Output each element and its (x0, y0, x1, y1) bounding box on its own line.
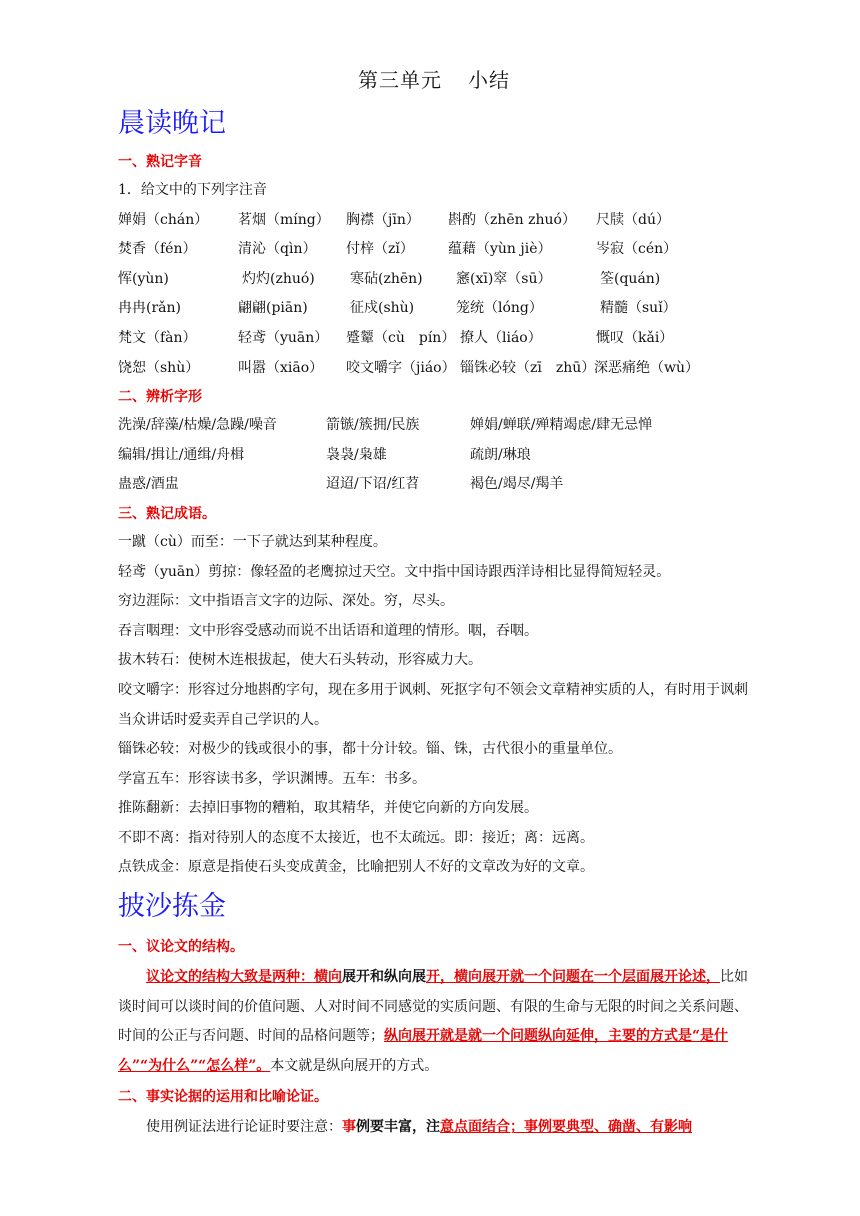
pron-item: 付梓（zǐ） (346, 241, 414, 258)
idiom-list (118, 528, 750, 883)
document-page (118, 64, 750, 1143)
forms-row (118, 441, 750, 471)
pron-item: 婵娟（chán） (118, 211, 209, 228)
pron-item: 精髓（suǐ） (600, 300, 677, 317)
pron-item: 蕴藉（yùn jiè） (448, 241, 552, 258)
pron-item: 斟酌（zhēn zhuó） (448, 211, 576, 228)
forms-item: 蛊惑/酒盅 (118, 476, 179, 493)
pron-item: 梵文（fàn） (118, 329, 197, 346)
argument-structure-paragraph (118, 963, 750, 1081)
bold-text: 例要丰富，注 (356, 1119, 440, 1136)
pron-item: 灼灼(zhuó) (242, 270, 315, 287)
pronunciation-row (118, 235, 750, 265)
pron-item: 岑寂（cén） (596, 241, 678, 258)
body-text: 比如谈时间可以谈时间的价值问题、人对时间不同感觉的实质问题、有限的生命与无限的时间之关系问题、时间的公正与否问题、时间的品格问题等； (118, 969, 748, 1045)
pron-item: 翩翩(piān) (238, 300, 308, 317)
pron-item: 慨叹（kǎi） (596, 329, 674, 346)
body-text: 本文就是纵向展开的方式。 (270, 1057, 439, 1074)
title-unit: 第三单元 (358, 68, 442, 92)
pronunciation-row (118, 206, 750, 236)
pron-item: 窸(xī)窣（sū） (456, 270, 552, 287)
pronunciation-intro: 1．给文中的下列字注音 (118, 182, 267, 198)
subheading-pronunciation: 一、熟记字音 (118, 154, 202, 170)
pron-item: 冉冉(rǎn) (118, 300, 181, 317)
pron-item: 恽(yùn) (118, 270, 169, 287)
pron-item: 咬文嚼字（jiáo） (346, 359, 456, 376)
body-text: 使用例证法进行论证时要注意： (146, 1119, 342, 1136)
idiom-item: 一蹴（cù）而至：一下子就达到某种程度。 (118, 533, 387, 550)
section-heading-morning-reading: 晨读晚记 (118, 108, 226, 139)
fact-evidence-paragraph (118, 1113, 750, 1143)
pron-item: 蹙颦（cù pín） (346, 329, 456, 346)
highlight-text: 事 (342, 1119, 356, 1136)
pronunciation-table (118, 206, 750, 384)
forms-item: 箭镞/簇拥/民族 (326, 417, 420, 434)
subheading-fact-evidence: 二、事实论据的运用和比喻论证。 (118, 1089, 328, 1106)
pron-item: 轻鸢（yuān） (238, 329, 329, 346)
pron-item: 撩人（liáo） (460, 329, 542, 346)
subheading-idioms: 三、熟记成语。 (118, 505, 216, 522)
forms-item: 洗澡/辞藻/枯燥/急躁/噪音 (118, 417, 277, 434)
idiom-item: 穷边涯际：文中指语言文字的边际、深处。穷，尽头。 (118, 593, 454, 610)
pronunciation-row (118, 265, 750, 295)
forms-item: 袅袅/枭雄 (326, 446, 387, 463)
page-title (118, 64, 750, 96)
pron-item: 胸襟（jīn） (346, 211, 420, 228)
pron-item: 征戍(shù) (350, 300, 415, 317)
pron-item: 清沁（qìn） (238, 241, 317, 258)
idiom-item: 咬文嚼字：形容过分地斟酌字句，现在多用于讽刺、死抠字句不领会文章精神实质的人，有时用于讽刺当众讲话时爱卖弄自己学识的人。 (118, 681, 748, 728)
idiom-item: 轻鸢（yuān）剪掠：像轻盈的老鹰掠过天空。文中指中国诗跟西洋诗相比显得简短轻灵。 (118, 563, 671, 580)
forms-row (118, 470, 750, 500)
pron-item: 焚香（fén） (118, 241, 197, 258)
highlight-text: 议论文的结构大致是两种：横向 (146, 969, 342, 986)
forms-row (118, 411, 750, 441)
pron-item: 叫嚣（xiāo） (238, 359, 324, 376)
forms-item: 婵娟/蝉联/殚精竭虑/肆无忌惮 (470, 417, 653, 434)
bold-text: 展开和纵向展 (342, 969, 426, 986)
pronunciation-row (118, 294, 750, 324)
idiom-item: 锱铢必较：对极少的钱或很小的事，都十分计较。锱、铢，古代很小的重量单位。 (118, 741, 622, 758)
highlight-text: 纵向展开就是就一个问题纵向延伸，主要的方式是“是什么”“为什么”“怎么样”。 (118, 1028, 729, 1074)
idiom-item: 不即不离：指对待别人的态度不太接近，也不太疏远。即：接近；离：远离。 (118, 829, 594, 846)
idiom-item: 拔木转石：使树木连根拔起，使大石头转动，形容威力大。 (118, 652, 482, 669)
subheading-argument-structure: 一、议论文的结构。 (118, 939, 244, 956)
forms-item: 编辑/揖让/通缉/舟楫 (118, 446, 245, 463)
pron-item: 锱铢必较（zī zhū） (460, 359, 596, 376)
forms-item: 疏朗/琳琅 (470, 446, 531, 463)
idiom-item: 推陈翻新：去掉旧事物的糟粕，取其精华，并使它向新的方向发展。 (118, 800, 538, 817)
pron-item: 笼统（lóng） (456, 300, 543, 317)
idiom-item: 学富五车：形容读书多，学识渊博。五车：书多。 (118, 770, 426, 787)
subheading-character-forms: 二、辨析字形 (118, 389, 202, 406)
forms-item: 褐色/竭尽/羯羊 (470, 476, 564, 493)
pronunciation-row (118, 324, 750, 354)
pron-item: 茗烟（míng） (238, 211, 330, 228)
idiom-item: 点铁成金：原意是指使石头变成黄金，比喻把别人不好的文章改为好的文章。 (118, 859, 594, 876)
title-summary: 小结 (468, 68, 510, 92)
pronunciation-row (118, 354, 750, 384)
character-forms-table (118, 411, 750, 500)
pron-item: 尺牍（dú） (596, 211, 670, 228)
section-heading-panning-gold: 披沙拣金 (118, 891, 226, 923)
highlight-text: 开，横向展开就一个问题在一个层面展开论述， (426, 969, 720, 986)
pron-item: 饶恕（shù） (118, 359, 200, 376)
pron-item: 筌(quán) (600, 270, 661, 287)
forms-item: 迢迢/下诏/红苕 (326, 476, 420, 493)
highlight-text: 意点面结合；事例要典型、确凿、有影响 (440, 1119, 692, 1136)
idiom-item: 吞言咽理：文中形容受感动而说不出话语和道理的情形。咽，吞咽。 (118, 622, 538, 639)
pron-item: 寒砧(zhēn) (350, 270, 423, 287)
pron-item: 深恶痛绝（wù） (594, 359, 699, 376)
